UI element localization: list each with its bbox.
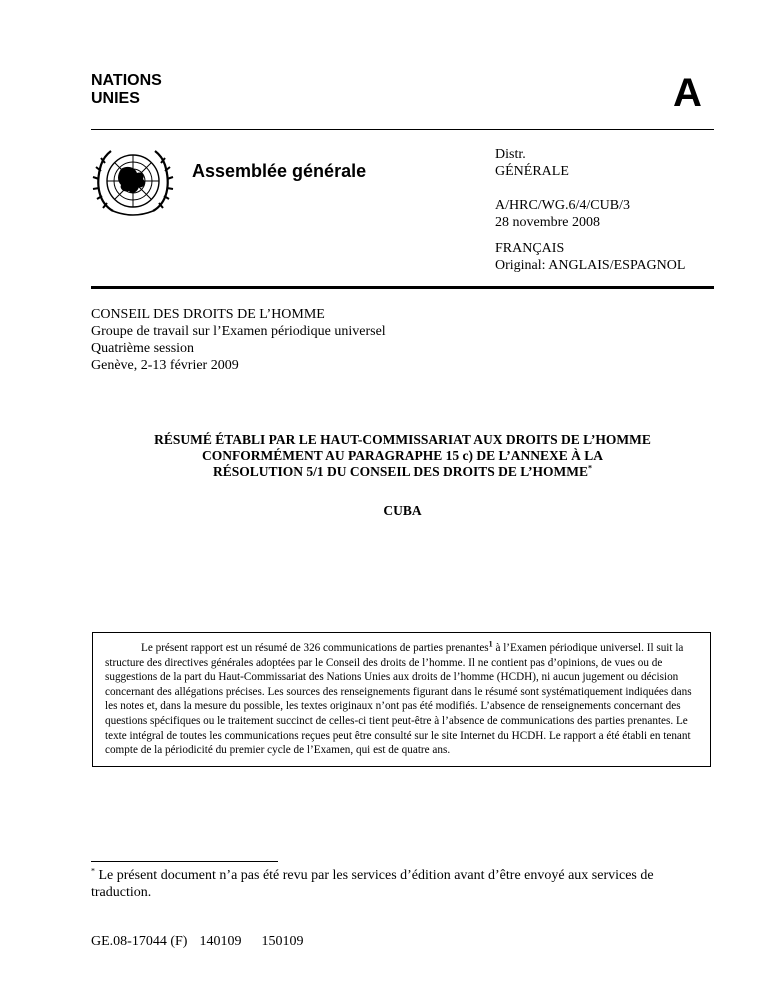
summary-text-end: à l’Examen périodique universel. Il suit la structure des directives générales adoptées par le Conseil des droits de l’homme. Il ne contient pas d’opinions, de vues ou de suggestions de la part du Haut-Commissariat des Nations Unies aux droits de l’homme (HCDH), ni aucun jugement ou décision concernant des allégations précises. Les sources des renseignements figurant dans le résumé sont systématiquement indiquées dans les notes et, dans la mesure du possible, les textes originaux n’ont pas été modifiés. L’absence de renseignements concernant des questions spécifiques ou le traitement succinct de celles-ci tient peut-être à l’absence de communications des parties prenantes. Le texte intégral de toutes les communications reçues peut être consulté sur le site Internet du HCDH. Le rapport a été établi en tenant compte de la périodicité du premier cycle de l’Examen, qui est de quatre ans.	[105, 642, 692, 757]
symbol-date-block	[495, 197, 630, 231]
un-emblem-icon	[91, 145, 175, 221]
distr-value: GÉNÉRALE	[495, 164, 569, 179]
distribution-block	[495, 146, 569, 180]
working-group: Groupe de travail sur l’Examen périodique universel	[91, 324, 386, 339]
top-divider	[91, 129, 714, 130]
title-line2: CONFORMÉMENT AU PARAGRAPHE 15 c) DE L’ANNEXE À LA	[201, 448, 603, 463]
venue-dates: Genève, 2-13 février 2009	[91, 358, 239, 373]
footnote-divider	[91, 861, 278, 862]
job-date-1: 140109	[199, 934, 242, 949]
job-date-2: 150109	[261, 934, 304, 949]
council-block	[91, 306, 386, 374]
assembly-name: Assemblée générale	[192, 161, 367, 181]
council-name: CONSEIL DES DROITS DE L’HOMME	[91, 307, 325, 322]
org-name	[91, 72, 162, 108]
summary-text-start: Le présent rapport est un résumé de 326 communications de parties prenantes	[141, 642, 489, 654]
summary-footnote-ref: 1	[488, 639, 493, 649]
title-line3-text: RÉSOLUTION 5/1 DU CONSEIL DES DROITS DE L’HOMME	[213, 464, 588, 479]
doc-series-letter: A	[673, 71, 702, 115]
doc-symbol: A/HRC/WG.6/4/CUB/3	[495, 198, 630, 213]
doc-date: 28 novembre 2008	[495, 215, 600, 230]
job-number: GE.08-17044 (F)	[91, 934, 188, 949]
distr-label: Distr.	[495, 147, 526, 162]
org-name-line2: UNIES	[91, 90, 140, 107]
original-language: Original: ANGLAIS/ESPAGNOL	[495, 258, 686, 273]
title-line3	[91, 464, 714, 480]
doc-language: FRANÇAIS	[495, 241, 565, 256]
document-title	[91, 432, 714, 480]
footnote-text: Le présent document n’a pas été revu par les services d’édition avant d’être envoyé aux services de traduction.	[91, 868, 654, 900]
thick-divider	[91, 286, 714, 289]
session: Quatrième session	[91, 341, 195, 356]
footnote-mark: *	[91, 866, 95, 876]
title-line1: RÉSUMÉ ÉTABLI PAR LE HAUT-COMMISSARIAT AUX DROITS DE L’HOMME	[154, 432, 651, 447]
org-name-line1: NATIONS	[91, 72, 162, 89]
country-name: CUBA	[383, 503, 422, 518]
title-footnote-mark: *	[587, 463, 592, 473]
document-number	[91, 934, 303, 950]
language-block	[495, 240, 685, 274]
summary-box	[92, 632, 711, 767]
footnote	[91, 867, 714, 901]
